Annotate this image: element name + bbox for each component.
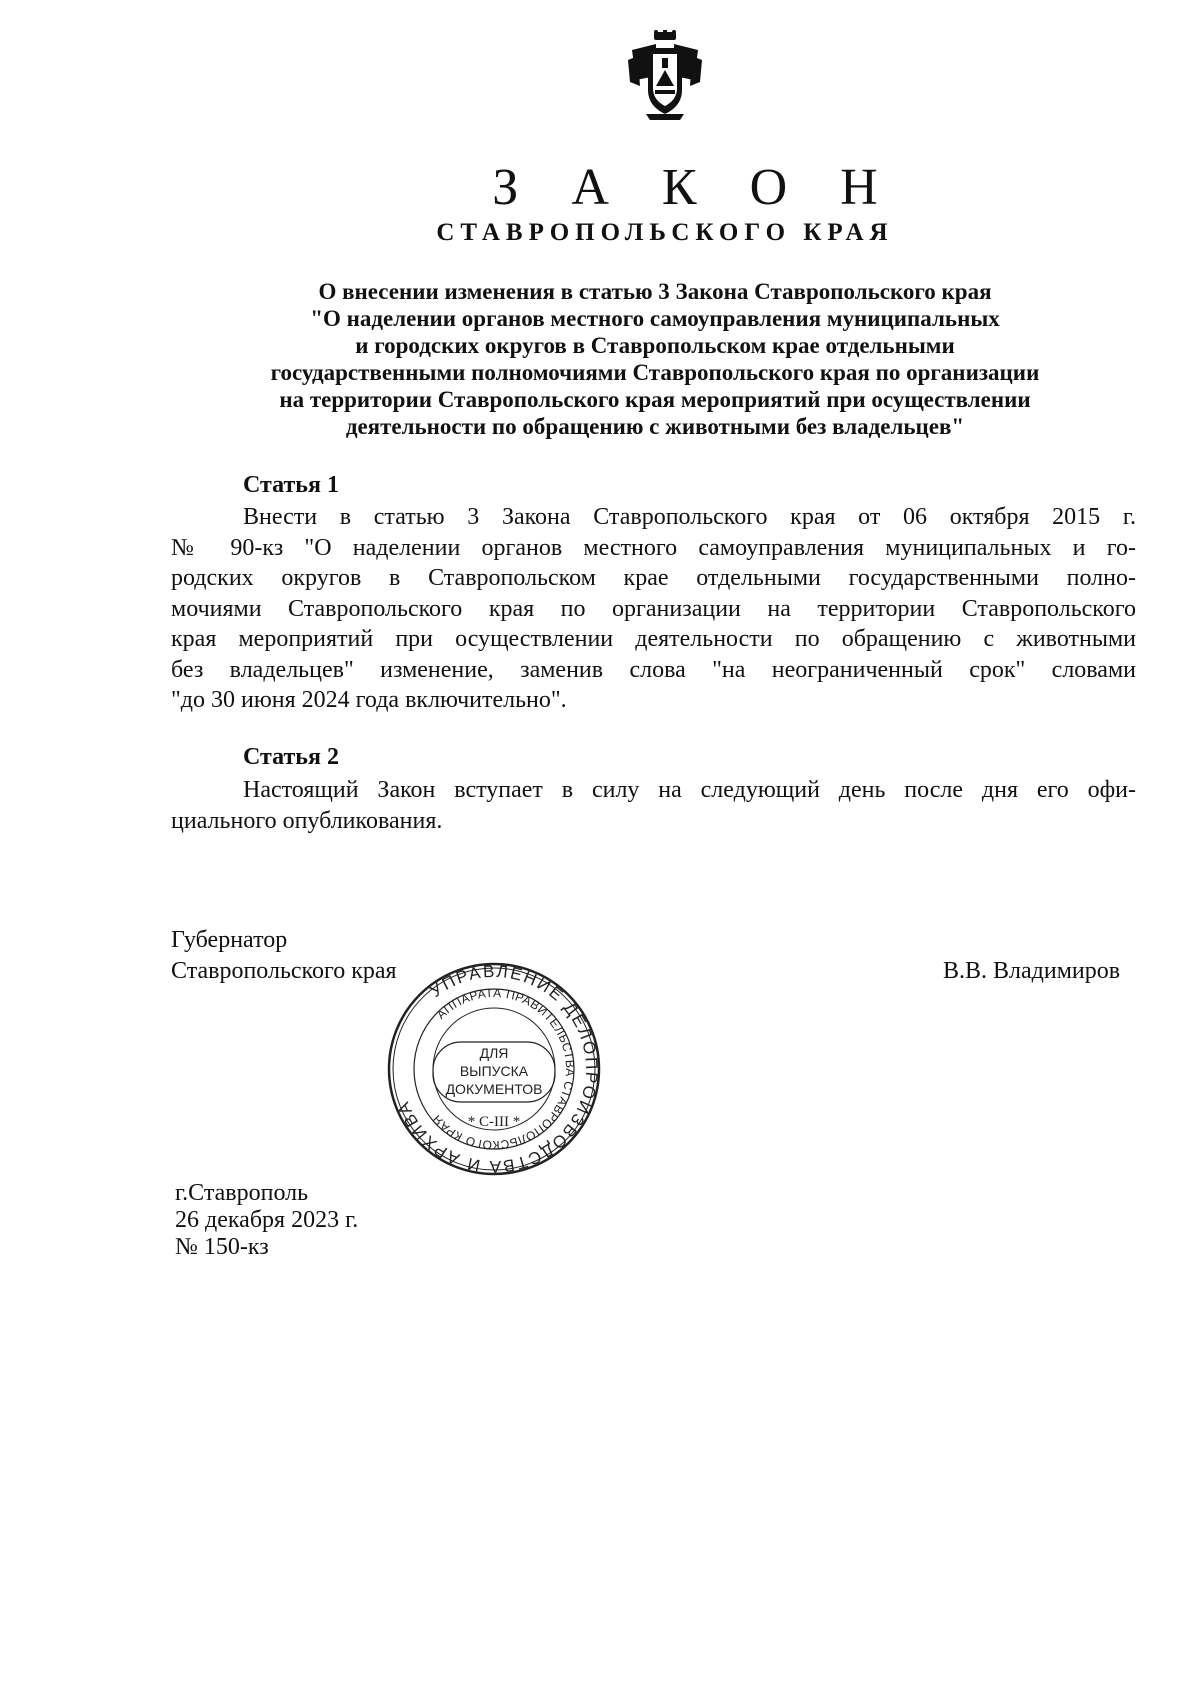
- law-name-line: и городских округов в Ставропольском крае отдельными: [355, 333, 955, 358]
- article-2-heading: Статья 2: [243, 744, 339, 770]
- law-name-line: деятельности по обращению с животными без владельцев": [345, 414, 965, 439]
- stamp-inner-text: АППАРАТА ПРАВИТЕЛЬСТВА СТАВРОПОЛЬСКОГО КРАЯ: [429, 985, 578, 1153]
- law-name-line: государственными полномочиями Ставропольского края по организации: [270, 360, 1040, 385]
- article-1-line: мочиями Ставропольского края по организации на территории Ставропольского: [171, 595, 1136, 622]
- signer-position-line1: Губернатор: [171, 927, 288, 953]
- document-footer: [175, 1180, 358, 1261]
- footer-number: № 150-кз: [175, 1234, 269, 1260]
- article-1-heading: Статья 1: [243, 472, 339, 498]
- coat-of-arms-icon: [626, 30, 704, 122]
- footer-city: г.Ставрополь: [175, 1180, 309, 1206]
- official-stamp: [385, 960, 603, 1178]
- article-1-line: без владельцев" изменение, заменив слова "на неограниченный срок" словами: [171, 656, 1136, 683]
- article-1-line: "до 30 июня 2024 года включительно".: [171, 687, 567, 713]
- article-1-line: № 90-кз "О наделении органов местного самоуправления муниципальных и го-: [171, 534, 1136, 561]
- article-2-body: [171, 775, 1136, 836]
- law-name: [160, 278, 1150, 440]
- stamp-bottom-mark: * С-III *: [467, 1114, 521, 1130]
- stamp-center-line: ДЛЯ: [479, 1045, 509, 1061]
- article-2-line: Настоящий Закон вступает в силу на следующий день после дня его офи-: [243, 777, 1136, 803]
- signer-name: В.В. Владимиров: [943, 958, 1121, 984]
- footer-date: 26 декабря 2023 г.: [175, 1207, 359, 1233]
- law-name-line: О внесении изменения в статью 3 Закона Ставропольского края: [318, 279, 992, 304]
- article-1-line: родских округов в Ставропольском крае отдельными государственными полно-: [171, 565, 1136, 591]
- article-2-line: циального опубликования.: [171, 807, 443, 834]
- signer-position-line2: Ставропольского края: [171, 958, 397, 984]
- document-title: З А К О Н: [492, 159, 898, 216]
- law-name-line: на территории Ставропольского края мероприятий при осуществлении: [279, 387, 1031, 412]
- article-1-line: Внести в статью 3 Закона Ставропольского края от 06 октября 2015 г.: [243, 504, 1136, 530]
- stamp-outer-text: УПРАВЛЕНИЕ ДЕЛОПРОИЗВОДСТВА И АРХИВА: [393, 961, 602, 1177]
- document-subtitle: СТАВРОПОЛЬСКОГО КРАЯ: [436, 219, 894, 246]
- article-1-body: [171, 502, 1136, 716]
- stamp-center-line: ВЫПУСКА: [459, 1063, 529, 1079]
- stamp-center-line: ДОКУМЕНТОВ: [445, 1081, 543, 1097]
- law-name-line: "О наделении органов местного самоуправления муниципальных: [310, 306, 1000, 331]
- article-1-line: края мероприятий при осуществлении деятельности по обращению с животными: [171, 626, 1136, 652]
